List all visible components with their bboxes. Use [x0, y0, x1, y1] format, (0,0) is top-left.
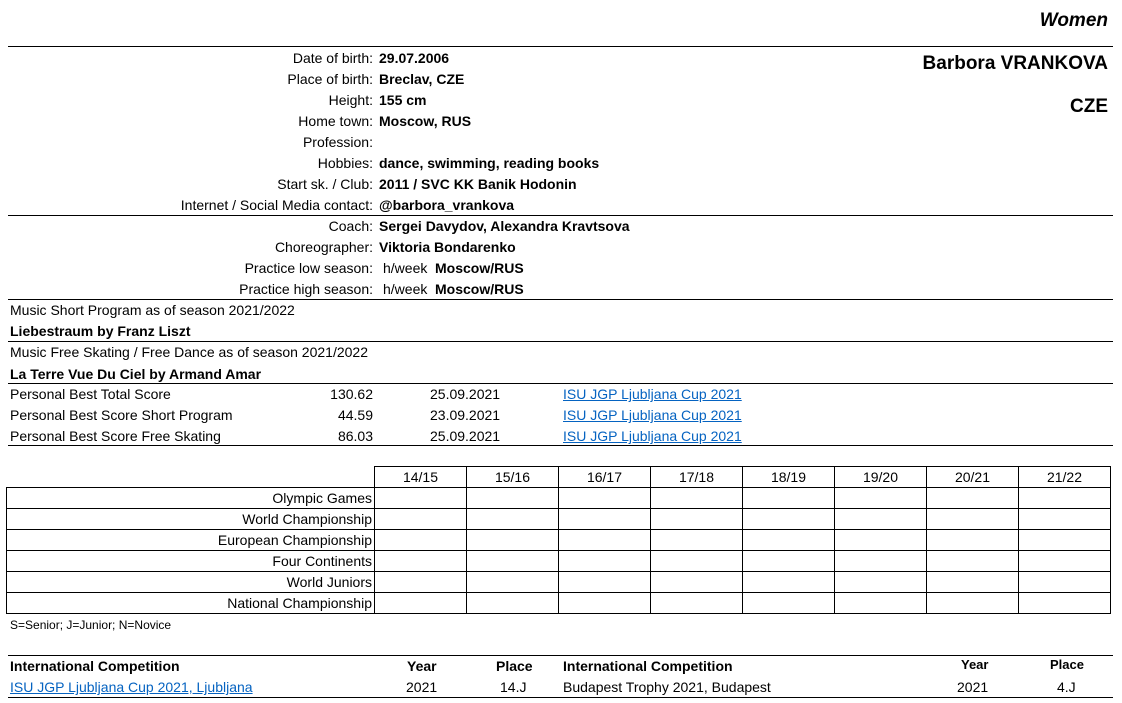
result-cell: [375, 593, 467, 614]
intl-year: 2021: [957, 679, 989, 695]
pb-short-label: Personal Best Score Short Program: [10, 407, 233, 423]
table-row: [7, 572, 1111, 593]
result-cell: [1019, 593, 1111, 614]
profession-label: Profession:: [302, 134, 373, 150]
pb-total-label: Personal Best Total Score: [10, 386, 171, 402]
result-cell: [743, 551, 835, 572]
club-value: 2011 / SVC KK Banik Hodonin: [379, 176, 577, 192]
result-cell: [835, 509, 927, 530]
result-cell: [1019, 530, 1111, 551]
result-cell: [651, 572, 743, 593]
result-cell: [743, 488, 835, 509]
pb-total-event-link[interactable]: ISU JGP Ljubljana Cup 2021: [563, 386, 742, 402]
intl-competition-header: International Competition: [10, 658, 180, 674]
result-cell: [835, 488, 927, 509]
result-cell: [467, 509, 559, 530]
result-cell: [1019, 551, 1111, 572]
result-cell: [651, 509, 743, 530]
result-cell: [927, 551, 1019, 572]
result-cell: [467, 572, 559, 593]
result-cell: [743, 593, 835, 614]
choreographer-label: Choreographer:: [274, 239, 373, 255]
music-short-heading: Music Short Program as of season 2021/2022: [10, 302, 295, 318]
dob-label: Date of birth:: [292, 50, 373, 66]
intl-year-header: Year: [407, 658, 437, 674]
hometown-value: Moscow, RUS: [379, 113, 472, 129]
coach-value: Sergei Davydov, Alexandra Kravtsova: [379, 218, 630, 234]
season-header: 16/17: [559, 467, 651, 488]
result-cell: [467, 593, 559, 614]
pb-short-event-link[interactable]: ISU JGP Ljubljana Cup 2021: [563, 407, 742, 423]
music-free-heading: Music Free Skating / Free Dance as of season 2021/2022: [10, 344, 368, 360]
season-header: 19/20: [835, 467, 927, 488]
season-header-row: [7, 467, 1111, 488]
result-cell: [927, 530, 1019, 551]
result-cell: [559, 593, 651, 614]
club-label: Start sk. / Club:: [277, 176, 373, 192]
event-label: World Championship: [7, 509, 375, 530]
divider: [8, 445, 1113, 446]
season-header: 15/16: [467, 467, 559, 488]
pb-free-date: 25.09.2021: [430, 428, 501, 444]
divider: [8, 383, 1113, 384]
table-row: [7, 551, 1111, 572]
result-cell: [375, 572, 467, 593]
result-cell: [559, 572, 651, 593]
table-row: [7, 530, 1111, 551]
table-row: [7, 509, 1111, 530]
practice-low-location: Moscow/RUS: [435, 260, 524, 276]
result-cell: [835, 551, 927, 572]
result-cell: [651, 551, 743, 572]
table-row: [7, 593, 1111, 614]
result-cell: [651, 488, 743, 509]
result-cell: [1019, 509, 1111, 530]
divider: [8, 46, 1113, 47]
result-cell: [927, 593, 1019, 614]
event-label: Four Continents: [7, 551, 375, 572]
intl-competition: Budapest Trophy 2021, Budapest: [563, 679, 771, 695]
music-free-title: La Terre Vue Du Ciel by Armand Amar: [10, 366, 262, 382]
season-header: 17/18: [651, 467, 743, 488]
pb-short-date: 23.09.2021: [430, 407, 501, 423]
table-row: [7, 488, 1111, 509]
season-header: 18/19: [743, 467, 835, 488]
result-cell: [927, 572, 1019, 593]
result-cell: [835, 530, 927, 551]
season-header: 21/22: [1019, 467, 1111, 488]
height-value: 155 cm: [379, 92, 427, 108]
height-label: Height:: [328, 92, 373, 108]
intl-competition-link[interactable]: ISU JGP Ljubljana Cup 2021, Ljubljana: [10, 679, 253, 695]
intl-place: 4.J: [1057, 679, 1076, 695]
result-cell: [559, 530, 651, 551]
hobbies-value: dance, swimming, reading books: [379, 155, 600, 171]
birthplace-value: Breclav, CZE: [379, 71, 465, 87]
result-cell: [467, 488, 559, 509]
practice-high-unit: h/week: [383, 281, 428, 297]
divider: [8, 697, 1113, 698]
pb-free-score: 86.03: [337, 428, 373, 444]
level-legend: S=Senior; J=Junior; N=Novice: [10, 618, 172, 632]
pb-free-label: Personal Best Score Free Skating: [10, 428, 221, 444]
result-cell: [559, 488, 651, 509]
intl-place: 14.J: [500, 679, 527, 695]
event-label: National Championship: [7, 593, 375, 614]
intl-place-header: Place: [496, 658, 533, 674]
practice-high-label: Practice high season:: [239, 281, 373, 297]
social-label: Internet / Social Media contact:: [180, 197, 373, 213]
athlete-name: Barbora VRANKOVA: [922, 53, 1108, 74]
result-cell: [835, 572, 927, 593]
result-cell: [467, 551, 559, 572]
pb-short-score: 44.59: [337, 407, 373, 423]
result-cell: [743, 572, 835, 593]
result-cell: [927, 509, 1019, 530]
nation-code: CZE: [1070, 96, 1108, 117]
result-cell: [375, 509, 467, 530]
social-value: @barbora_vrankova: [379, 197, 515, 213]
intl-year-header-2: Year: [961, 657, 989, 672]
category-title: Women: [1039, 10, 1108, 31]
result-cell: [1019, 488, 1111, 509]
dob-value: 29.07.2006: [379, 50, 450, 66]
event-label: European Championship: [7, 530, 375, 551]
event-label: Olympic Games: [7, 488, 375, 509]
music-short-title: Liebestraum by Franz Liszt: [10, 323, 191, 339]
practice-high-location: Moscow/RUS: [435, 281, 524, 297]
pb-total-date: 25.09.2021: [430, 386, 501, 402]
hobbies-label: Hobbies:: [317, 155, 373, 171]
result-cell: [927, 488, 1019, 509]
season-header: 20/21: [927, 467, 1019, 488]
result-cell: [375, 488, 467, 509]
result-cell: [743, 530, 835, 551]
intl-competition-header-2: International Competition: [563, 658, 733, 674]
result-cell: [1019, 572, 1111, 593]
intl-year: 2021: [406, 679, 438, 695]
coach-label: Coach:: [328, 218, 373, 234]
result-cell: [467, 530, 559, 551]
result-cell: [651, 593, 743, 614]
pb-total-score: 130.62: [330, 386, 373, 402]
choreographer-value: Viktoria Bondarenko: [379, 239, 516, 255]
result-cell: [375, 551, 467, 572]
result-cell: [743, 509, 835, 530]
practice-low-label: Practice low season:: [244, 260, 373, 276]
season-history-table: [6, 466, 1111, 614]
event-label: World Juniors: [7, 572, 375, 593]
pb-free-event-link[interactable]: ISU JGP Ljubljana Cup 2021: [563, 428, 742, 444]
hometown-label: Home town:: [298, 113, 373, 129]
birthplace-label: Place of birth:: [287, 71, 373, 87]
blank-cell: [7, 467, 375, 488]
result-cell: [835, 593, 927, 614]
result-cell: [375, 530, 467, 551]
result-cell: [651, 530, 743, 551]
season-header: 14/15: [375, 467, 467, 488]
result-cell: [559, 509, 651, 530]
practice-low-unit: h/week: [383, 260, 428, 276]
intl-place-header-2: Place: [1050, 657, 1084, 672]
result-cell: [559, 551, 651, 572]
